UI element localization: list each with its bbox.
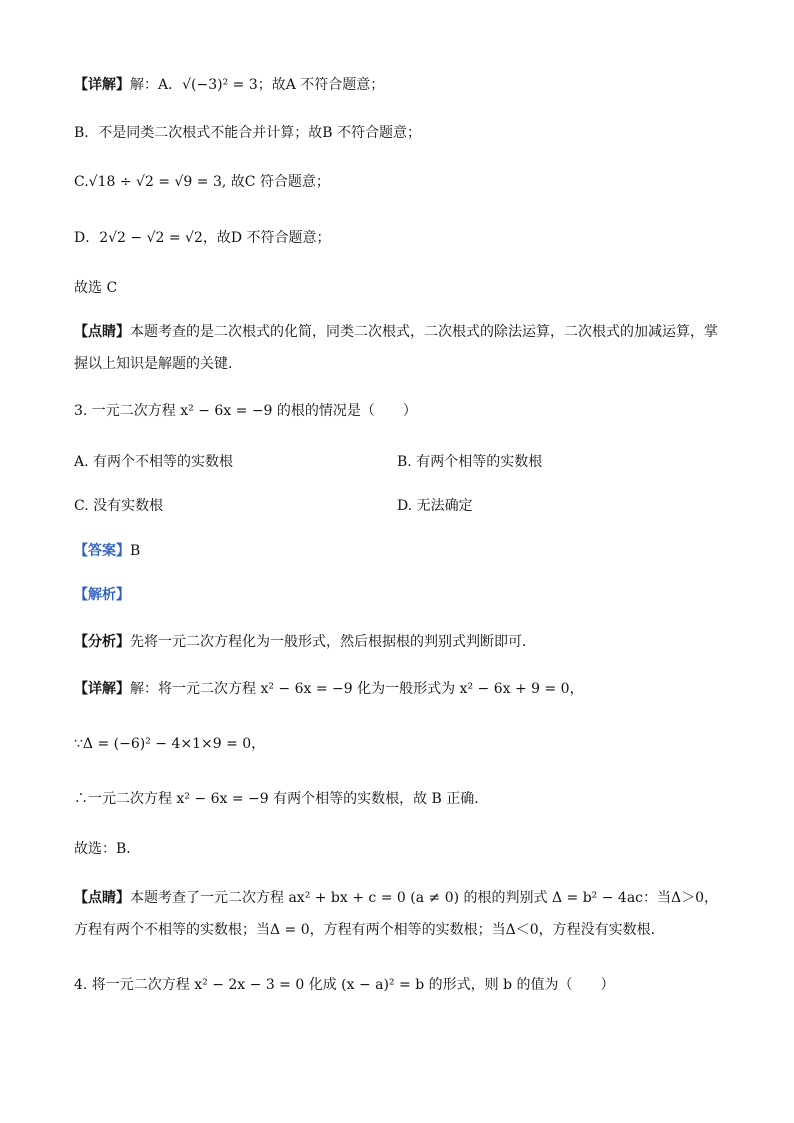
q3-fenxi-line <box>74 631 536 653</box>
q3-dianjing-paragraph <box>74 882 724 946</box>
dianjing-text: 本题考查的是二次根式的化简，同类二次根式，二次根式的除法运算，二次根式的加减运算，掌握以上知识是解题的关键． <box>74 324 718 372</box>
q3-option-b: B. 有两个相等的实数根 <box>397 454 543 470</box>
dianjing-tag: 【点睛】 <box>74 324 130 340</box>
detail-line-b: B．不是同类二次根式不能合并计算；故B 不符合题意； <box>74 125 422 141</box>
q3-option-c: C. 没有实数根 <box>74 498 164 514</box>
question-3-stem: 3. 一元二次方程 x² − 6x = −9 的根的情况是（ ） <box>74 403 417 419</box>
detail-tag: 【详解】 <box>74 77 130 93</box>
fenxi-tag: 【分析】 <box>74 634 130 650</box>
q3-detail-line-1 <box>74 678 584 700</box>
q3-answer-line <box>74 540 140 562</box>
q3-dianjing-tag: 【点睛】 <box>74 890 130 906</box>
q3-dianjing-text: 本题考查了一元二次方程 ax² + bx + c = 0 (a ≠ 0) 的根的判别式 Δ = b² − 4ac：当Δ＞0，方程有两个不相等的实数根；当Δ = 0，方程有两个相等的实数根；当Δ＜0，方程没有实数根． <box>74 890 719 938</box>
q3-detail-line-2: ∵Δ = (−6)² − 4×1×9 = 0， <box>74 736 266 752</box>
answer-value: B <box>130 543 141 559</box>
q3-detail-1-text: 解：将一元二次方程 x² − 6x = −9 化为一般形式为 x² − 6x + 9 = 0， <box>130 681 584 697</box>
detail-line-c: C.√18 ÷ √2 = √9 = 3, 故C 符合题意； <box>74 174 330 190</box>
q3-detail-tag: 【详解】 <box>74 681 130 697</box>
detail-a-text: 解：A．√(−3)² = 3；故A 不符合题意； <box>130 77 385 93</box>
question-4-stem: 4. 将一元二次方程 x² − 2x − 3 = 0 化成 (x − a)² = b 的形式，则 b 的值为（ ） <box>74 977 615 993</box>
q3-analysis-tag <box>74 584 130 606</box>
dianjing-paragraph-q2 <box>74 316 724 380</box>
detail-line-d: D．2√2 − √2 = √2，故D 不符合题意； <box>74 230 331 246</box>
detail-line-a <box>74 74 384 96</box>
analysis-tag: 【解析】 <box>74 587 130 603</box>
choose-c-line: 故选 C <box>74 280 118 296</box>
answer-tag: 【答案】 <box>74 543 130 559</box>
q3-option-a: A. 有两个不相等的实数根 <box>74 454 234 470</box>
q3-detail-line-3: ∴一元二次方程 x² − 6x = −9 有两个相等的实数根，故 B 正确． <box>74 791 489 807</box>
fenxi-text: 先将一元二次方程化为一般形式，然后根据根的判别式判断即可． <box>130 634 536 650</box>
q3-choose-line: 故选：B． <box>74 841 141 857</box>
q3-option-d: D. 无法确定 <box>397 498 473 514</box>
